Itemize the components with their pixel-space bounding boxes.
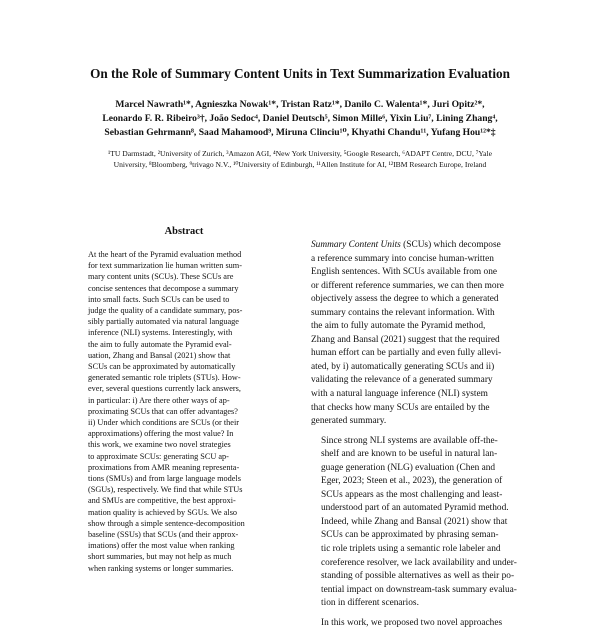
paragraph-line: for text summarization lie human written sum- xyxy=(88,261,242,271)
paragraph-line: summary contains the relevant information. With xyxy=(311,307,495,318)
paragraph-line: validating the relevance of a generated summary xyxy=(311,375,493,386)
paragraph-line: imations) offer the most value when ranking xyxy=(88,541,235,551)
paragraph-line: ated, by i) automatically generating SCUs and ii) xyxy=(311,361,495,372)
author-line: Marcel Nawrath¹*, Agnieszka Nowak¹*, Tristan Ratz¹*, Danilo C. Walenta¹*, Juri Opitz²*, xyxy=(115,99,485,110)
paragraph-line: short summaries, but may not help as much xyxy=(88,552,232,562)
intro-paragraph-2 xyxy=(311,435,531,611)
paragraph-line: mation quality is achieved by SGUs. We also xyxy=(88,507,238,517)
paragraph-line: baseline (SSUs) that SCUs (and their approx- xyxy=(88,530,239,540)
affiliation-line: ¹TU Darmstadt, ²University of Zurich, ³Amazon AGI, ⁴New York University, ⁵Google Research, ⁶ADAPT Centre, DCU, ⁷Yale xyxy=(107,149,493,158)
paragraph-line: tions (SMUs) and from large language models xyxy=(88,474,241,484)
paragraph-line: generated summary. xyxy=(311,416,387,427)
paragraph-line: English sentences. With SCUs available from one xyxy=(311,267,498,278)
paragraph-line: mary content units (SCUs). These SCUs are xyxy=(88,272,234,282)
paragraph-line: Indeed, while Zhang and Bansal (2021) show that xyxy=(321,516,508,527)
paragraph-line: guage generation (NLG) evaluation (Chen and xyxy=(321,462,496,473)
affiliation-line: University, ⁸Bloomberg, ⁹trivago N.V., ¹⁰University of Edinburgh, ¹¹Allen Institute for AI, ¹²IBM Research Europe, Ireland xyxy=(113,160,487,170)
paragraph-line: a reference summary into concise human-written xyxy=(311,253,494,264)
paragraph-line: judge the quality of a candidate summary, pos- xyxy=(88,306,243,316)
paragraph-line: sibly partially automated via natural language xyxy=(88,317,239,327)
author-list xyxy=(40,98,560,139)
paragraph-line: or different reference summaries, we can then more xyxy=(311,280,504,291)
paragraph-line: SCUs can be approximated by automatically xyxy=(88,362,236,372)
abstract-body xyxy=(88,249,280,574)
paragraph-line: human effort can be partially and even fully allevi- xyxy=(311,348,502,359)
scu-term: Summary Content Units xyxy=(311,240,401,250)
intro-paragraph-3 xyxy=(311,617,531,630)
paragraph-line: in particular: i) Are there other ways of ap- xyxy=(88,395,230,405)
paragraph-line: this work, we examine two novel strategies xyxy=(88,440,231,450)
paragraph-line: understood part of an automated Pyramid method. xyxy=(321,503,509,514)
author-line: Leonardo F. R. Ribeiro³†, João Sedoc⁴, Daniel Deutsch⁵, Simon Mille⁶, Yixin Liu⁷, Lining Zhang⁴, xyxy=(102,112,498,124)
paragraph-line: and SMUs are competitive, the best approxi- xyxy=(88,496,236,506)
paragraph-line: Since strong NLI systems are available off-the- xyxy=(321,435,498,446)
paragraph-line: show through a simple sentence-decomposition xyxy=(88,518,245,528)
paragraph-lines xyxy=(311,253,531,429)
paragraph-line: (SGUs), respectively. We find that while STUs xyxy=(88,485,243,495)
intro-column xyxy=(311,239,531,630)
paragraph-line xyxy=(311,239,531,253)
paragraph-line: to approximate SCUs: generating SCU ap- xyxy=(88,451,229,461)
paragraph-line: SCUs appears as the most challenging and least- xyxy=(321,489,503,500)
paragraph-line: generated semantic role triplets (STUs). How- xyxy=(88,373,241,383)
paragraph-line: proximating SCUs that can offer advantages? xyxy=(88,406,238,416)
paragraph-line: approximations) offering the most value? In xyxy=(88,429,234,439)
line-text: (SCUs) which decompose xyxy=(400,240,501,250)
paragraph-line: ever, several questions currently lack answers, xyxy=(88,384,241,394)
paragraph-line: shelf and are known to be useful in natural lan- xyxy=(321,449,498,460)
author-line: Sebastian Gehrmann⁸, Saad Mahamood⁹, Miruna Clinciu¹⁰, Khyathi Chandu¹¹, Yufang Hou¹²*‡ xyxy=(104,126,496,138)
paragraph-line: SCUs can be approximated by phrasing seman- xyxy=(321,530,499,541)
paragraph-line: tential impact on downstream-task summary evalua- xyxy=(321,584,517,595)
paragraph-line: tion in different scenarios. xyxy=(321,598,419,609)
paragraph-line: At the heart of the Pyramid evaluation method xyxy=(88,250,242,259)
paragraph-line: with a natural language inference (NLI) system xyxy=(311,389,488,400)
paragraph-line: when ranking systems or longer summaries. xyxy=(88,563,234,573)
paragraph-line: tic role triplets using a semantic role labeler and xyxy=(321,544,501,555)
paragraph-line: proximations from AMR meaning representa- xyxy=(88,462,240,472)
paragraph-line: Zhang and Bansal (2021) suggest that the required xyxy=(311,334,500,345)
paragraph-line: In this work, we proposed two novel approaches xyxy=(321,617,503,628)
paragraph-line: into small facts. Such SCUs can be used to xyxy=(88,294,230,304)
paragraph-line: objectively assess the degree to which a generated xyxy=(311,294,499,305)
paragraph-line: Eger, 2023; Steen et al., 2023), the generation of xyxy=(321,476,503,487)
paper-title: On the Role of Summary Content Units in Text Summarization Evaluation xyxy=(90,66,510,81)
intro-paragraph-1 xyxy=(311,239,531,429)
paragraph-line: inference (NLI) systems. Interestingly, with xyxy=(88,328,233,338)
paragraph-line: standing of possible alternatives as well as their po- xyxy=(321,571,515,582)
paragraph-line: concise sentences that decompose a summary xyxy=(88,283,239,293)
paragraph-line: the aim to fully automate the Pyramid method, xyxy=(311,321,486,332)
paragraph-line: uation, Zhang and Bansal (2021) show that xyxy=(88,350,231,360)
paragraph-line: coreference resolver, we lack availability and under- xyxy=(321,557,517,568)
affiliations xyxy=(40,148,560,170)
paragraph-line: that checks how many SCUs are entailed by the xyxy=(311,402,490,413)
paragraph-line: the aim to fully automate the Pyramid eval- xyxy=(88,339,232,349)
paragraph-line: ii) Under which conditions are SCUs (or their xyxy=(88,418,239,428)
abstract-heading: Abstract xyxy=(164,226,204,237)
